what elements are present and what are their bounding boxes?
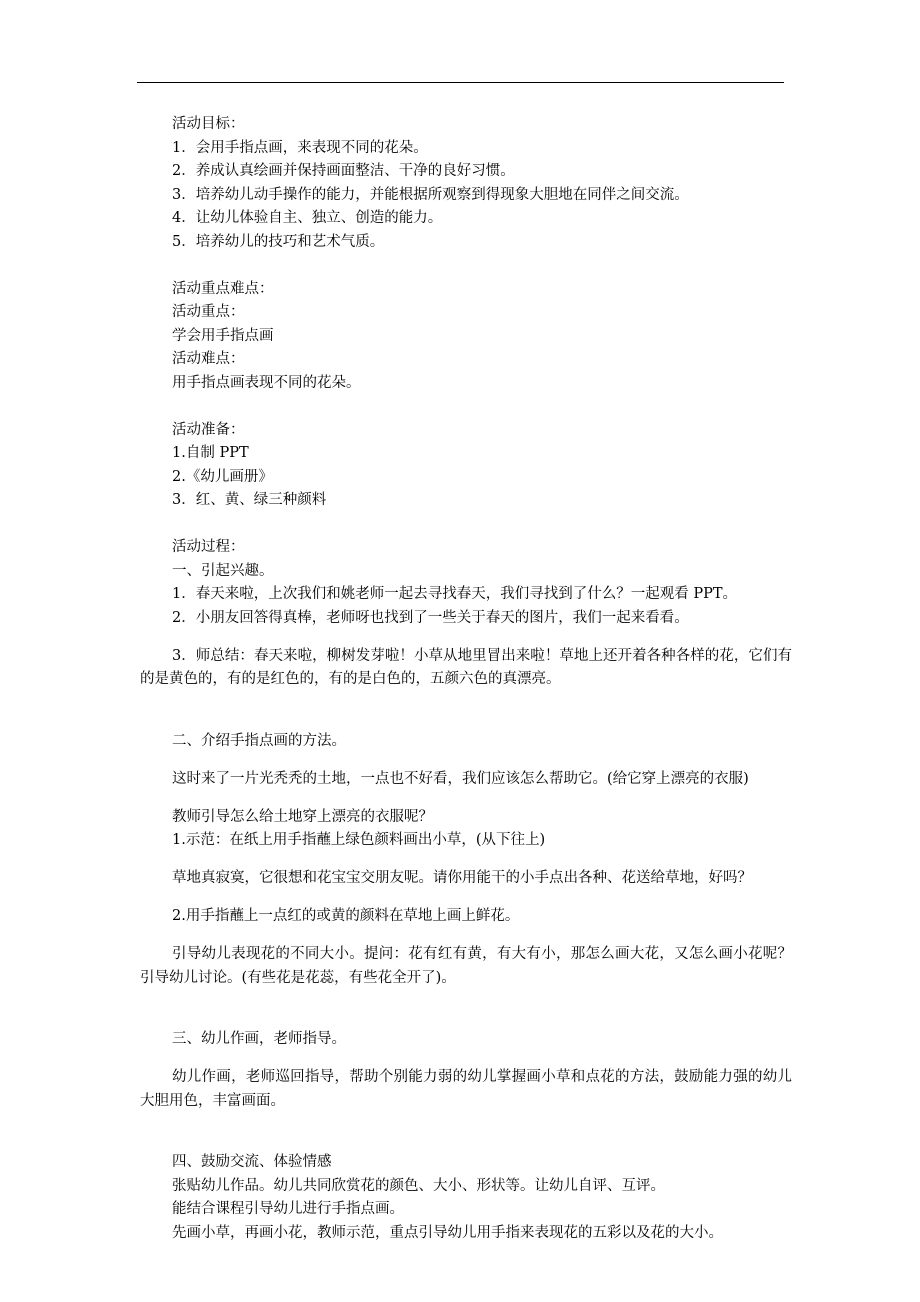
process-line: 先画小草，再画小花，教师示范，重点引导幼儿用手指来表现花的五彩以及花的大小。 xyxy=(172,1224,723,1241)
difficult-point-text: 用手指点画表现不同的花朵。 xyxy=(172,374,361,391)
process-line: 2．小朋友回答得真棒，老师呀也找到了一些关于春天的图片，我们一起来看看。 xyxy=(172,609,689,626)
difficult-point-heading: 活动难点： xyxy=(172,351,245,367)
process-paragraph: 这时来了一片光秃秃的土地，一点也不好看，我们应该怎么帮助它。(给它穿上漂亮的衣服) xyxy=(172,770,749,787)
process-line: 能结合课程引导幼儿进行手指点画。 xyxy=(172,1201,404,1217)
process-line: 1.示范：在纸上用手指蘸上绿色颜料画出小草，(从下往上) xyxy=(172,832,546,848)
goal-item: 3．培养幼儿动手操作的能力，并能根据所观察到得现象大胆地在同伴之间交流。 xyxy=(172,186,689,203)
focus-heading: 活动重点难点： xyxy=(172,280,274,297)
process-paragraph: 引导幼儿表现花的不同大小。提问：花有红有黄，有大有小，那怎么画大花，又怎么画小花呢？引导幼儿讨论。(有些花是花蕊，有些花全开了)。 xyxy=(140,946,792,986)
process-line: 2.用手指蘸上一点红的或黄的颜料在草地上画上鲜花。 xyxy=(172,908,520,924)
prep-item: 3．红、黄、绿三种颜料 xyxy=(172,492,327,508)
section-title: 三、幼儿作画，老师指导。 xyxy=(172,1031,346,1047)
process-line: 1．春天来啦，上次我们和姚老师一起去寻找春天，我们寻找到了什么？一起观看 PPT。 xyxy=(172,586,738,602)
goals-heading: 活动目标： xyxy=(172,116,245,132)
goal-item: 2．养成认真绘画并保持画面整洁、干净的良好习惯。 xyxy=(172,163,515,179)
goal-item: 5．培养幼儿的技巧和艺术气质。 xyxy=(172,233,385,250)
process-line: 张贴幼儿作品。幼儿共同欣赏花的颜色、大小、形状等。让幼儿自评、互评。 xyxy=(172,1177,665,1194)
process-paragraph: 幼儿作画，老师巡回指导，帮助个别能力弱的幼儿掌握画小草和点花的方法，鼓励能力强的幼儿大胆用色，丰富画面。 xyxy=(140,1069,792,1109)
section-title: 一、引起兴趣。 xyxy=(172,562,274,579)
process-heading: 活动过程： xyxy=(172,539,245,555)
prep-heading: 活动准备： xyxy=(172,421,245,438)
key-point-heading: 活动重点： xyxy=(172,304,245,320)
section-title: 四、鼓励交流、体验情感 xyxy=(172,1154,332,1170)
section-title: 二、介绍手指点画的方法。 xyxy=(172,732,346,749)
process-paragraph: 3．师总结：春天来啦，柳树发芽啦！小草从地里冒出来啦！草地上还开着各种各样的花，它们有的是黄色的，有的是红色的，有的是白色的，五颜六色的真漂亮。 xyxy=(140,647,792,687)
header-rule xyxy=(137,82,784,83)
process-line: 教师引导怎么给土地穿上漂亮的衣服呢？ xyxy=(172,808,433,825)
key-point-text: 学会用手指点画 xyxy=(172,327,274,344)
process-paragraph: 草地真寂寞，它很想和花宝宝交朋友呢。请你用能干的小手点出各种、花送给草地，好吗？ xyxy=(172,870,752,886)
prep-item: 1.自制 PPT xyxy=(172,445,249,461)
prep-item: 2.《幼儿画册》 xyxy=(172,468,273,485)
goal-item: 1．会用手指点画，来表现不同的花朵。 xyxy=(172,139,428,156)
goal-item: 4．让幼儿体验自主、独立、创造的能力。 xyxy=(172,210,443,226)
document-body xyxy=(140,113,792,1245)
